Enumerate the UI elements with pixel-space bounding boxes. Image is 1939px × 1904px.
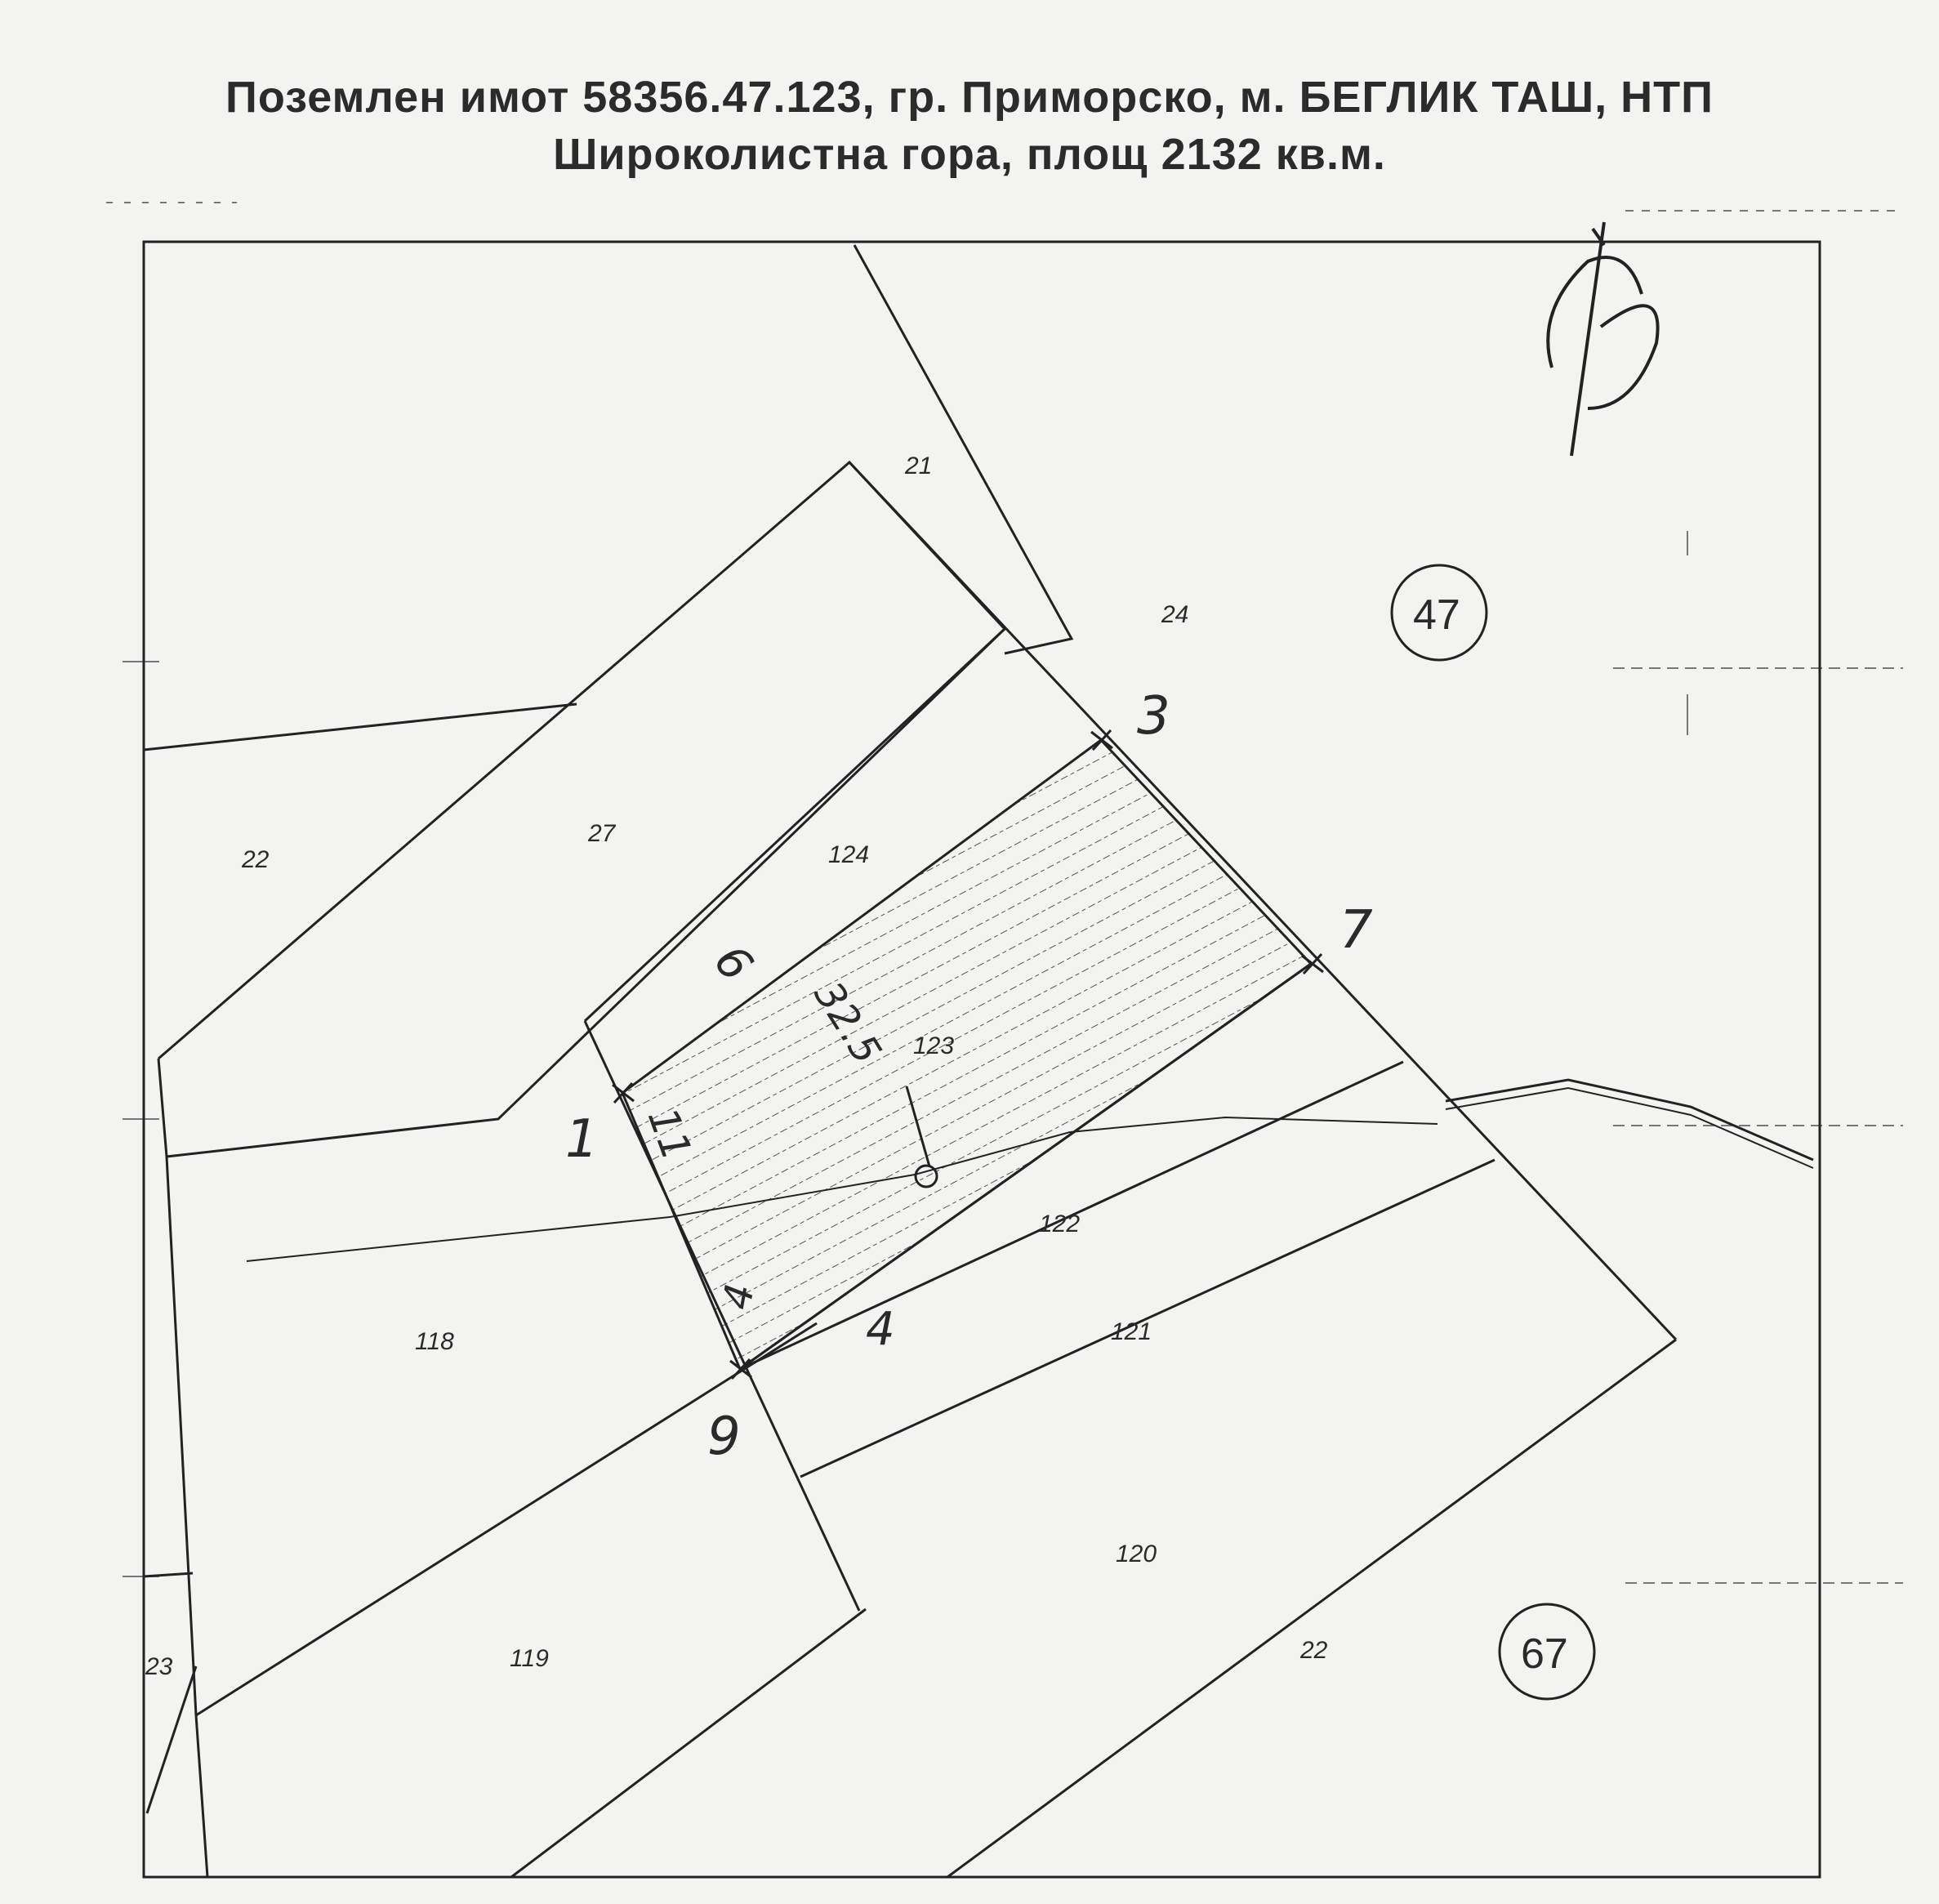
- point-label-1: 1: [565, 1109, 599, 1170]
- map-title-line-2: Широколистна гора, площ 2132 кв.м.: [553, 130, 1386, 179]
- parcel-label-118: 118: [415, 1328, 454, 1355]
- parcel-label-122: 122: [1039, 1211, 1081, 1237]
- boundary-23-diag: [147, 1666, 196, 1813]
- north-arrow-icon: [1548, 222, 1657, 456]
- parcel-label-123: 123: [913, 1032, 955, 1059]
- parcel-label-22-right: 22: [1300, 1637, 1328, 1664]
- boundary-east-double: [1446, 1080, 1813, 1160]
- edge-label-4-west: 4: [714, 1280, 764, 1313]
- map-title-line-1: Поземлен имот 58356.47.123, гр. Приморско, м. БЕГЛИК ТАШ, НТП: [225, 73, 1714, 122]
- parcel-label-27: 27: [588, 820, 616, 847]
- zone-label-47: 47: [1413, 591, 1460, 639]
- parcel-label-21: 21: [905, 453, 933, 479]
- zone-label-67: 67: [1521, 1630, 1568, 1678]
- boundary-22-27: [144, 704, 577, 750]
- parcel-label-23: 23: [145, 1653, 173, 1680]
- edge-label-4-south: 4: [866, 1303, 895, 1356]
- point-label-9: 9: [707, 1407, 741, 1467]
- parcel-label-120: 120: [1116, 1541, 1157, 1567]
- edge-label-11: 11: [638, 1101, 701, 1167]
- parcel-label-22-left: 22: [242, 846, 270, 873]
- parcel-label-119: 119: [510, 1645, 549, 1672]
- parcel-label-24: 24: [1161, 601, 1189, 628]
- parcel-label-121: 121: [1111, 1318, 1152, 1345]
- edge-label-6: 6: [703, 934, 763, 992]
- point-label-7: 7: [1339, 900, 1373, 961]
- boundary-120-119: [511, 1609, 866, 1877]
- point-label-3: 3: [1137, 686, 1170, 747]
- edge-label-32-5: 32.5: [805, 974, 890, 1072]
- boundary-118-119: [196, 1323, 817, 1715]
- boundary-east-double-2: [1446, 1088, 1813, 1168]
- boundary-23: [144, 1573, 193, 1576]
- boundary-21: [854, 245, 1072, 653]
- parcel-label-124: 124: [828, 841, 870, 868]
- subject-parcel-123: [622, 740, 1311, 1369]
